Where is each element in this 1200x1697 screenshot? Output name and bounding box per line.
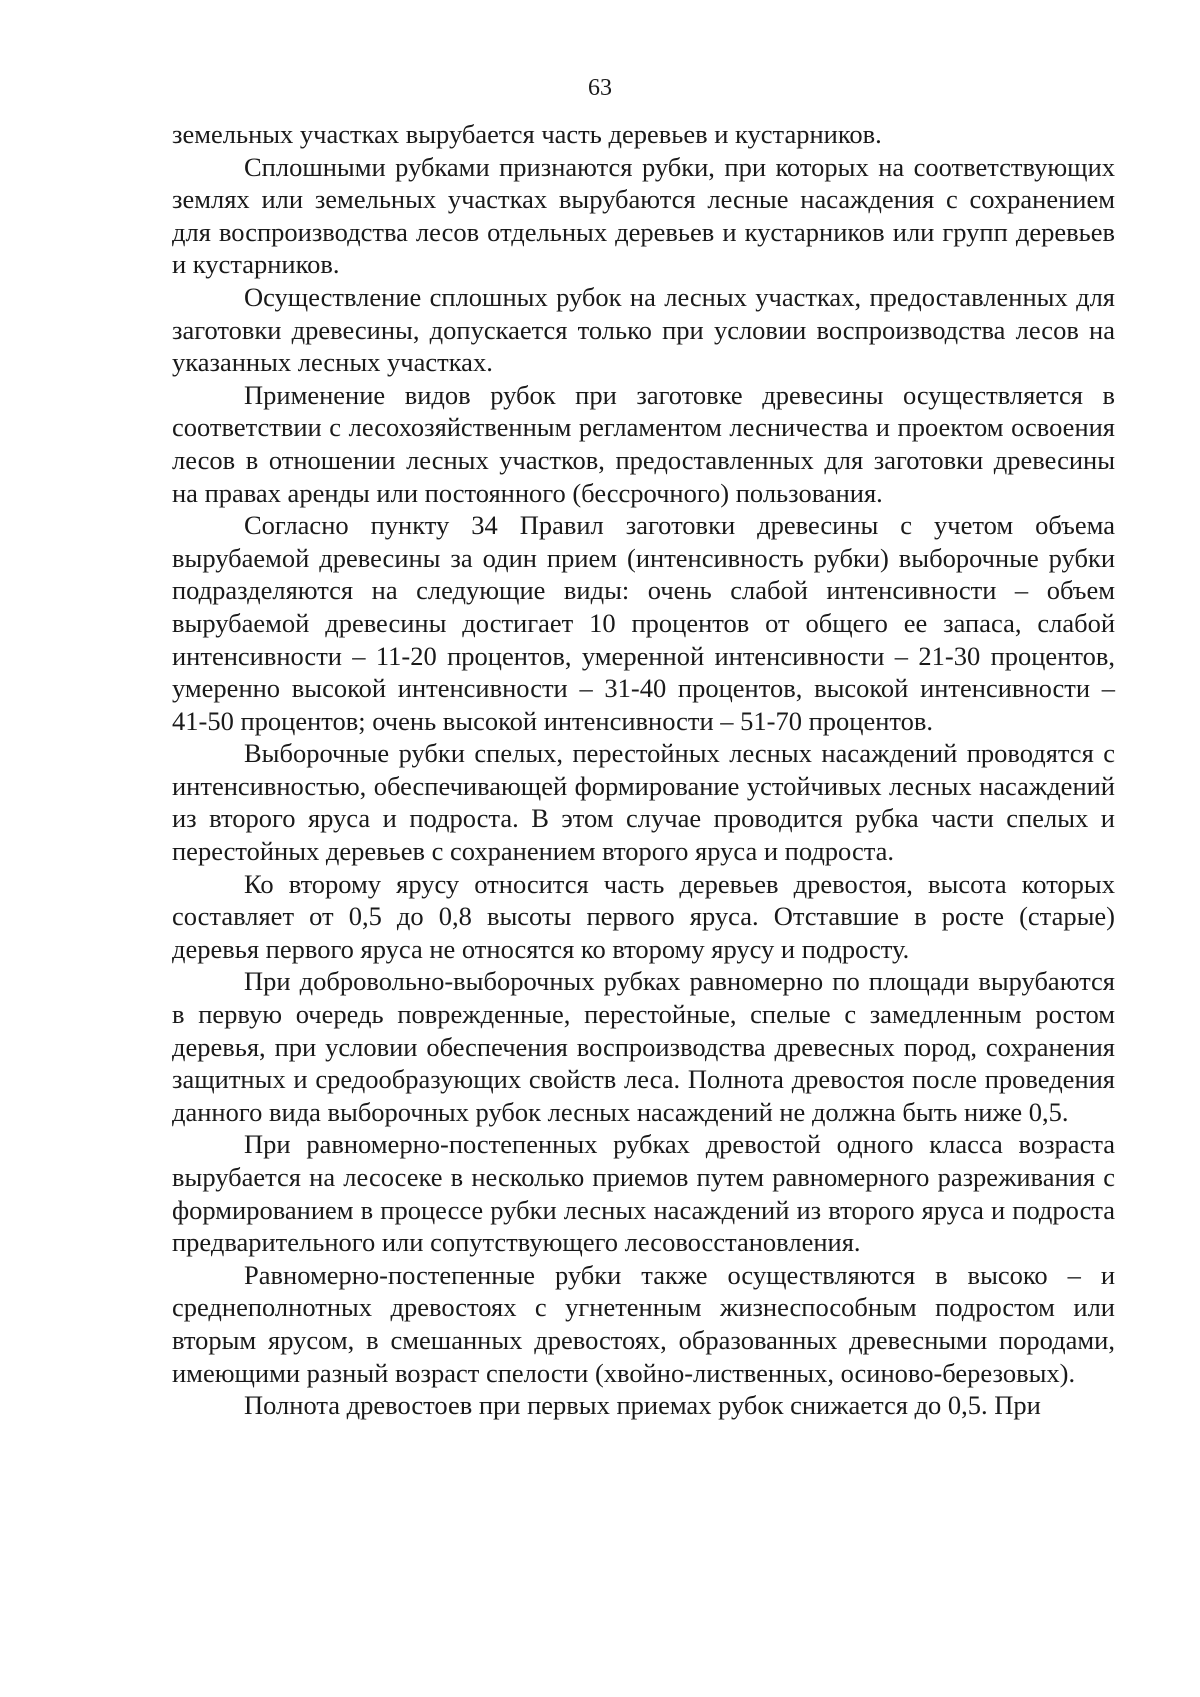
paragraph: Ко второму ярусу относится часть деревьев древостоя, высота которых составляет от 0,5 до 0,8 высоты первого яруса. Отставшие в росте (старые) деревья первого яруса не относятся ко второму ярусу и подросту.: [172, 868, 1115, 964]
paragraph-truncated: Полнота древостоев при первых приемах рубок снижается до 0,5. При: [244, 1390, 1041, 1421]
paragraph: При добровольно-выборочных рубках равномерно по площади вырубаются в первую очередь поврежденные, перестойные, спелые с замедленным ростом деревья, при условии обеспечения воспроизводства древесных пород, сохранения защитных и средообразующих свойств леса. Полнота древостоя после проведения данного вида выборочных рубок лесных насаждений не должна быть ниже 0,5.: [172, 966, 1115, 1127]
paragraph: Сплошными рубками признаются рубки, при которых на соответствующих землях или земельных участках вырубаются лесные насаждения с сохранением для воспроизводства лесов отдельных деревьев и кустарников или групп деревьев и кустарников.: [172, 151, 1115, 280]
paragraph: Равномерно-постепенные рубки также осуществляются в высоко – и среднеполнотных древостоях с угнетенным жизнеспособным подростом или вторым ярусом, в смешанных древостоях, образованных древесными породами, имеющими разный возраст спелости (хвойно-лиственных, осиново-березовых).: [172, 1259, 1115, 1388]
paragraph: Осуществление сплошных рубок на лесных участках, предоставленных для заготовки древесины, допускается только при условии воспроизводства лесов на указанных лесных участках.: [172, 281, 1115, 378]
document-body: [172, 118, 1115, 1422]
paragraph-continuation: земельных участках вырубается часть деревьев и кустарников.: [172, 119, 882, 149]
paragraph: Применение видов рубок при заготовке древесины осуществляется в соответствии с лесохозяйственным регламентом лесничества и проектом освоения лесов в отношении лесных участков, предоставленных для заготовки древесины на правах аренды или постоянного (бессрочного) пользования.: [172, 379, 1115, 508]
paragraph: Выборочные рубки спелых, перестойных лесных насаждений проводятся с интенсивностью, обеспечивающей формирование устойчивых лесных насаждений из второго яруса и подроста. В этом случае проводится рубка части спелых и перестойных деревьев с сохранением второго яруса и подроста.: [172, 738, 1115, 867]
page-number: 63: [588, 75, 612, 101]
paragraph: При равномерно-постепенных рубках древостой одного класса возраста вырубается на лесосеке в несколько приемов путем равномерного разреживания с формированием в процессе рубки лесных насаждений из второго яруса и подроста предварительного или сопутствующего лесовосстановления.: [172, 1129, 1115, 1258]
paragraph: Согласно пункту 34 Правил заготовки древесины с учетом объема вырубаемой древесины за один прием (интенсивность рубки) выборочные рубки подразделяются на следующие виды: очень слабой интенсивности – объем вырубаемой древесины достигает 10 процентов от общего ее запаса, слабой интенсивности – 11-20 процентов, умеренной интенсивности – 21-30 процентов, умеренно высокой интенсивности – 31-40 процентов, высокой интенсивности – 41-50 процентов; очень высокой интенсивности – 51-70 процентов.: [172, 510, 1115, 736]
